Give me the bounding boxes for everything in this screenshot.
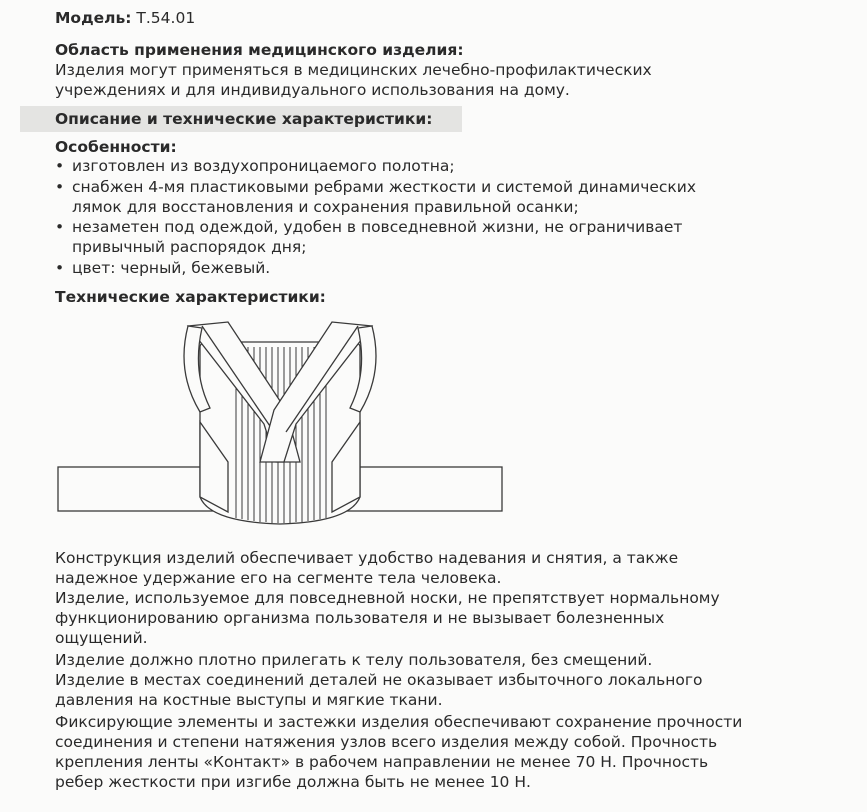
feature-item: цвет: черный, бежевый. [72, 259, 271, 277]
body-line: надежное удержание его на сегменте тела человека. [55, 569, 502, 587]
feature-item-cont: привычный распорядок дня; [72, 238, 307, 256]
scope-heading: Область применения медицинского изделия: [55, 41, 464, 59]
bullet-marker: • [55, 259, 65, 277]
body-line: Конструкция изделий обеспечивает удобство надевания и снятия, а также [55, 549, 679, 567]
model-label: Модель: [55, 9, 132, 27]
body-line: соединения и степени натяжения узлов всего изделия между собой. Прочность [55, 733, 718, 751]
body-line: Фиксирующие элементы и застежки изделия обеспечивают сохранение прочности [55, 713, 743, 731]
bullet-marker: • [55, 178, 65, 196]
body-line: функционированию организма пользователя и не вызывает болезненных [55, 609, 665, 627]
bullet-marker: • [55, 157, 65, 175]
scope-line: Изделия могут применяться в медицинских лечебно-профилактических [55, 61, 652, 79]
feature-item: снабжен 4-мя пластиковыми ребрами жесткости и системой динамических [72, 178, 697, 196]
feature-item: незаметен под одеждой, удобен в повседневной жизни, не ограничивает [72, 218, 683, 236]
scope-line: учреждениях и для индивидуального использования на дому. [55, 81, 570, 99]
body-line: крепления ленты «Контакт» в рабочем направлении не менее 70 Н. Прочность [55, 753, 709, 771]
body-line: ребер жесткости при изгибе должна быть не менее 10 Н. [55, 773, 531, 791]
body-line: Изделие, используемое для повседневной носки, не препятствует нормальному [55, 589, 720, 607]
posture-corrector-diagram [50, 312, 520, 544]
bullet-marker: • [55, 218, 65, 236]
body-line: ощущений. [55, 629, 148, 647]
description-heading: Описание и технические характеристики: [55, 110, 433, 128]
body-line: Изделие в местах соединений деталей не оказывает избыточного локального [55, 671, 703, 689]
feature-item-cont: лямок для восстановления и сохранения правильной осанки; [72, 198, 579, 216]
body-line: Изделие должно плотно прилегать к телу пользователя, без смещений. [55, 651, 653, 669]
body-line: давления на костные выступы и мягкие ткани. [55, 691, 443, 709]
model-line [55, 8, 195, 28]
model-value: Т.54.01 [136, 9, 196, 27]
tech-heading: Технические характеристики: [55, 288, 326, 306]
features-heading: Особенности: [55, 138, 177, 156]
feature-item: изготовлен из воздухопроницаемого полотна; [72, 157, 455, 175]
